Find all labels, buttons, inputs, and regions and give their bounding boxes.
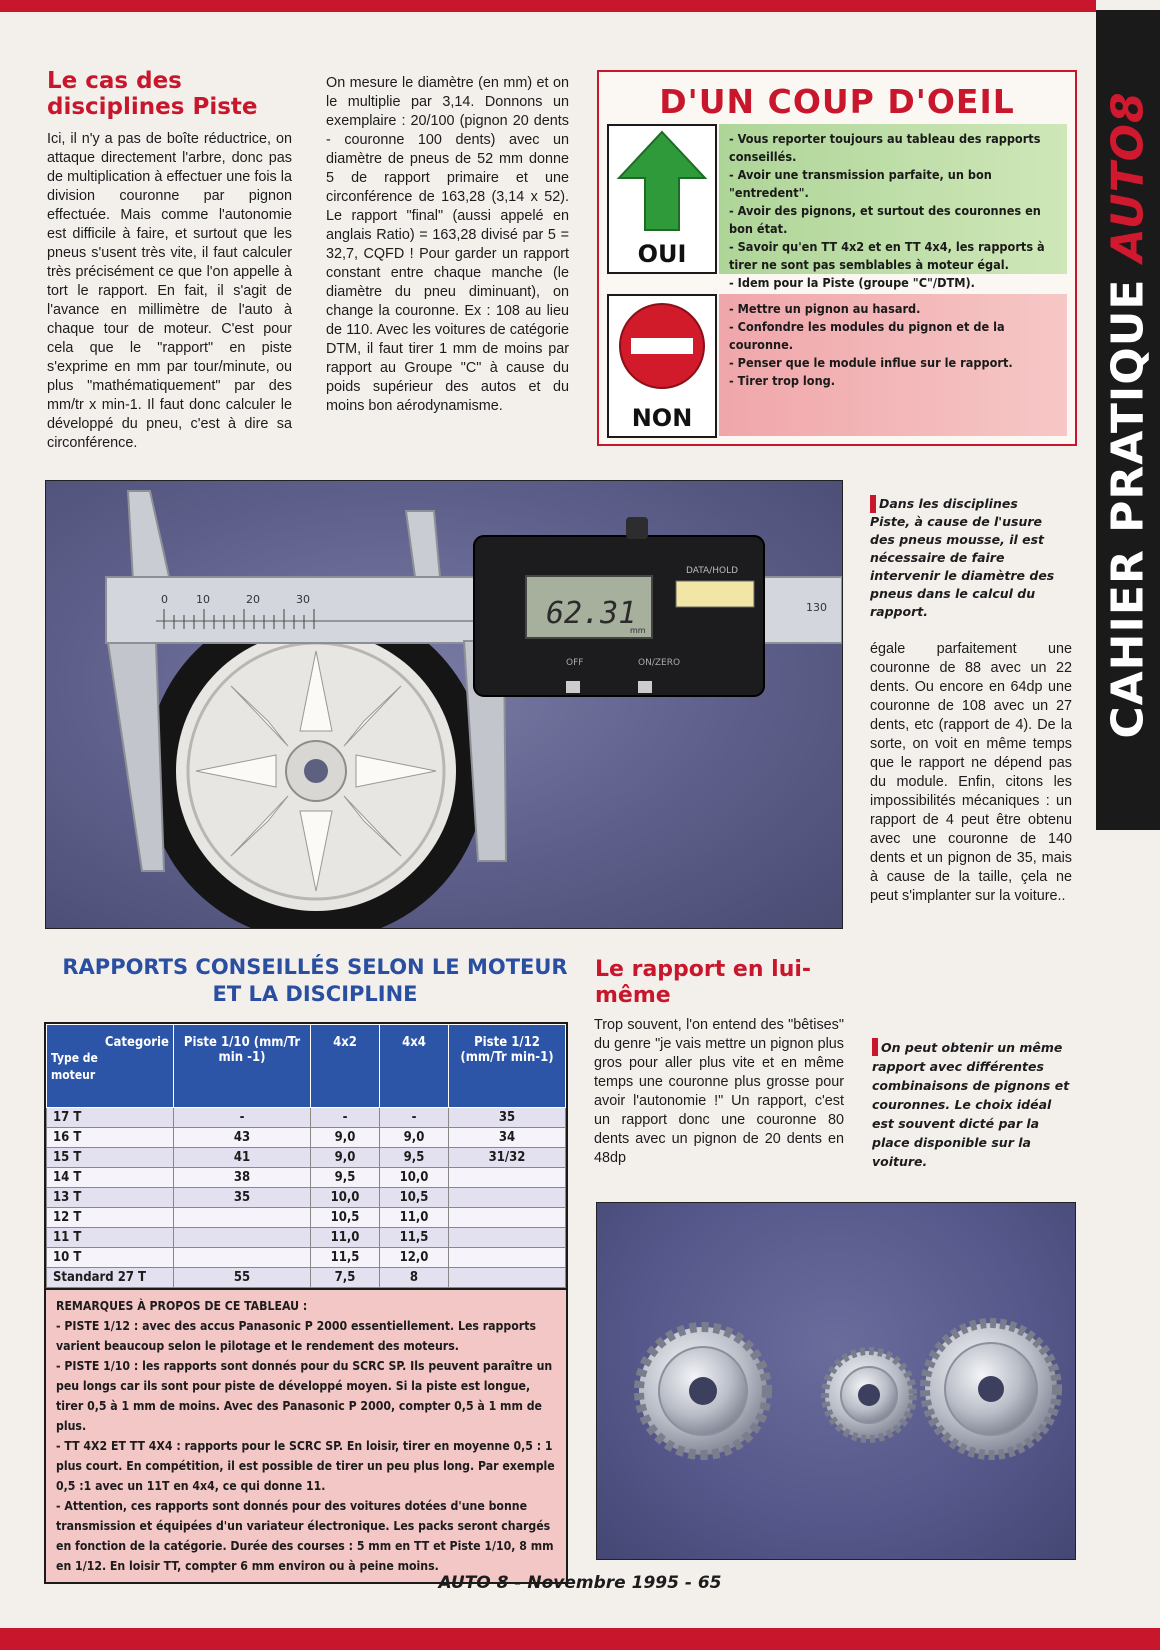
caption-marker — [872, 1038, 878, 1056]
table-row — [47, 1268, 566, 1288]
on-zero-label: ON/ZERO — [638, 658, 681, 668]
table-row — [47, 1128, 566, 1148]
top-color-bar — [0, 0, 1160, 12]
header-categorie-type — [47, 1025, 174, 1108]
cell — [174, 1228, 311, 1248]
page-footer: AUTO 8 - Novembre 1995 - 65 — [438, 1573, 722, 1593]
cell: 9,5 — [311, 1168, 380, 1188]
cell: - — [311, 1108, 380, 1128]
cell: 55 — [174, 1268, 311, 1288]
header-4x4: 4x4 — [380, 1025, 449, 1108]
remark-item: - PISTE 1/12 : avec des accus Panasonic P 2000 essentiellement. Les rapports varient beaucoup selon le pilotage et le rendement des moteurs. — [56, 1319, 536, 1353]
oui-panel — [607, 124, 717, 274]
scale-label: 0 — [161, 593, 168, 606]
cell: - — [380, 1108, 449, 1128]
sidebar-brand: AUTO8 — [1102, 91, 1154, 263]
cell: 9,0 — [311, 1128, 380, 1148]
table-row — [47, 1148, 566, 1168]
cell: 10,5 — [311, 1208, 380, 1228]
coup-doeil-box — [597, 70, 1077, 446]
header-type: Type de moteur — [51, 1051, 98, 1082]
cell: 10,5 — [380, 1188, 449, 1208]
list-item: - Confondre les modules du pignon et de la couronne. — [729, 319, 1005, 352]
table-row — [47, 1208, 566, 1228]
green-arrow-up-icon — [609, 126, 715, 236]
cell: 17 T — [47, 1108, 174, 1128]
remark-item: - PISTE 1/10 : les rapports sont donnés pour du SCRC SP. Ils peuvent paraître un peu longs car ils sont pour piste de développé moyen. Si la piste est longue, tirer 0,5 à 1 mm de moins. Avec des Panasonic P 2000, compter 0,5 à 1 mm de plus. — [56, 1359, 553, 1433]
cell — [449, 1248, 566, 1268]
cell: 31/32 — [449, 1148, 566, 1168]
table-remarks — [46, 1288, 566, 1582]
cell: 8 — [380, 1268, 449, 1288]
caliper-illustration — [46, 481, 842, 928]
cell: Standard 27 T — [47, 1268, 174, 1288]
cell: 7,5 — [311, 1268, 380, 1288]
bottom-color-bar — [0, 1628, 1160, 1650]
caption-marker — [870, 495, 876, 513]
off-label: OFF — [566, 658, 584, 668]
list-item: - Tirer trop long. — [729, 373, 836, 388]
photo-caption-2 — [872, 1038, 1072, 1171]
sidebar-section-title: CAHIER PRATIQUE — [1102, 278, 1154, 739]
list-item: - Idem pour la Piste (groupe "C"/DTM). — [729, 275, 975, 290]
cell: 9,5 — [380, 1148, 449, 1168]
article-column-1: Ici, il n'y a pas de boîte réductrice, on attaque directement l'arbre, donc pas de multiplication à effectuer une fois la division couronne par pignon effectuée. Mais comme l'autonomie est difficile à faire, et surtout que les pneus s'usent très vite, il faut calculer très précisément ce que l'on appelle à tort le rapport. En fait, il s'agit de l'avance en millimètre de l'auto à chaque tour de moteur. C'est pour cela que le "rapport" en piste s'exprime en mm par tour/minute, ou plus "mathématiquement" par des mm/tr x min-1. Il faut donc calculer le développé du pneu, c'est à dire sa circonférence. — [47, 131, 292, 451]
article-column-2: On mesure le diamètre (en mm) et on le multiplie par 3,14. Donnons un exemplaire : 20/100 (pignon 20 dents - couronne 100 dents) avec un diamètre de pneus de 52 mm donne 5 de rapport primaire et une circonférence de 163,28 (3,14 x 52). Le rapport "final" (aussi appelé en anglais Ratio) = 163,28 divisé par 5 = 32,7, CQFD ! Pour garder un rapport constant entre chaque manche (le diamètre du pneu diminuant), on change la couronne. Ex : 108 au lieu de 110. Avec les voitures de catégorie DTM, il faut tirer 1 mm de moins par rapport au Groupe "C" à cause du poids supérieur des autos et du moins bon aérodynamisme. — [326, 75, 569, 414]
no-entry-icon — [609, 296, 715, 396]
photo-caption-1 — [870, 495, 1060, 621]
cell: 10,0 — [311, 1188, 380, 1208]
list-item: - Avoir une transmission parfaite, un bon "entredent". — [729, 167, 992, 200]
table-row — [47, 1168, 566, 1188]
ratio-table — [44, 1022, 568, 1584]
cell — [449, 1208, 566, 1228]
cell: 16 T — [47, 1128, 174, 1148]
table-row — [47, 1228, 566, 1248]
list-item: - Savoir qu'en TT 4x2 et en TT 4x4, les rapports à tirer ne sont pas semblables à moteur égal. — [729, 239, 1045, 272]
sidebar-title — [1103, 91, 1154, 738]
list-item: - Vous reporter toujours au tableau des rapports conseillés. — [729, 131, 1041, 164]
cell: - — [174, 1108, 311, 1128]
gear-middle-icon — [825, 1351, 913, 1439]
cell: 10,0 — [380, 1168, 449, 1188]
scale-label: 30 — [296, 593, 310, 606]
cell: 35 — [449, 1108, 566, 1128]
cell: 12 T — [47, 1208, 174, 1228]
table-title: RAPPORTS CONSEILLÉS SELON LE MOTEUR ET LA DISCIPLINE — [62, 955, 568, 1006]
article-title-piste: Le cas des disciplines Piste — [47, 68, 258, 120]
gear-left-icon — [639, 1327, 767, 1455]
cell: 15 T — [47, 1148, 174, 1168]
remark-item: - TT 4X2 ET TT 4X4 : rapports pour le SCRC SP. En loisir, tirer en moyenne 0,5 : 1 plus court. En compétition, il est possible de tirer un peu plus long. Par exemple 0,5 :1 avec un 11T en 4x4, ce qui donne 11. — [56, 1439, 555, 1493]
cell: 10 T — [47, 1248, 174, 1268]
cell: 41 — [174, 1148, 311, 1168]
oui-list — [719, 124, 1067, 290]
cell: 11,0 — [311, 1228, 380, 1248]
caption-text: Dans les disciplines Piste, à cause de l'usure des pneus mousse, il est nécessaire de faire intervenir le diamètre des pneus dans le calcul du rapport. — [870, 496, 1055, 619]
gear-right-icon — [925, 1323, 1057, 1455]
scale-label: 20 — [246, 593, 260, 606]
remark-item: - Attention, ces rapports sont donnés pour des voitures dotées d'une bonne transmission et équipées d'un variateur électronique. Les packs seront chargés en fonction de la catégorie. Durée des courses : 5 mm en TT et Piste 1/10, 8 mm en 1/12. En loisir TT, compter 6 mm environ ou à peine moins. — [56, 1499, 554, 1573]
cell: 34 — [449, 1128, 566, 1148]
remarks-title: REMARQUES À PROPOS DE CE TABLEAU : — [56, 1299, 308, 1313]
coup-doeil-title: D'UN COUP D'OEIL — [659, 82, 1015, 121]
cell: 9,0 — [311, 1148, 380, 1168]
table-row — [47, 1188, 566, 1208]
section-sidebar — [1096, 0, 1160, 1628]
header-piste-12: Piste 1/12 (mm/Tr min-1) — [449, 1025, 566, 1108]
cell: 38 — [174, 1168, 311, 1188]
cell: 9,0 — [380, 1128, 449, 1148]
gears-illustration — [597, 1203, 1075, 1559]
caption-text: On peut obtenir un même rapport avec différentes combinaisons de pignons et couronnes. Le choix idéal est souvent dicté par la place disponible sur la voiture. — [872, 1040, 1070, 1169]
article-column-3: égale parfaitement une couronne de 88 avec un 22 dents. Ou encore en 64dp une couronne de 108 avec un 27 dents, etc (rapport de 4). De la sorte, on voit en même temps que le rapport ne dépend pas du module. Enfin, citons les impossibilités mécaniques : un rapport de 4 peut être obtenu avec une couronne de 140 dents et un pignon de 35, mais à cause de la taille, çela ne peut s'implanter sur la voiture.. — [870, 641, 1072, 904]
oui-label: OUI — [637, 240, 687, 268]
cell — [449, 1188, 566, 1208]
header-categorie: Categorie — [104, 1035, 169, 1050]
table-row — [47, 1248, 566, 1268]
cell — [449, 1168, 566, 1188]
list-item: - Penser que le module influe sur le rapport. — [729, 355, 1013, 370]
list-item: - Avoir des pignons, et surtout des couronnes en bon état. — [729, 203, 1041, 236]
list-item: - Mettre un pignon au hasard. — [729, 301, 921, 316]
cell: 13 T — [47, 1188, 174, 1208]
scale-label: 130 — [806, 601, 827, 614]
cell: 11,5 — [311, 1248, 380, 1268]
gears-photo — [596, 1202, 1076, 1560]
cell: 35 — [174, 1188, 311, 1208]
lcd-unit: mm — [630, 626, 646, 635]
cell — [449, 1228, 566, 1248]
cell — [174, 1248, 311, 1268]
cell: 14 T — [47, 1168, 174, 1188]
lcd-reading: 62.31 — [546, 596, 637, 631]
non-panel — [607, 294, 717, 438]
non-list — [719, 294, 1067, 436]
header-piste-10: Piste 1/10 (mm/Tr min -1) — [174, 1025, 311, 1108]
data-hold-label: DATA/HOLD — [686, 566, 739, 576]
cell: 43 — [174, 1128, 311, 1148]
cell: 11,0 — [380, 1208, 449, 1228]
caliper-photo — [45, 480, 843, 929]
cell: 12,0 — [380, 1248, 449, 1268]
scale-label: 10 — [196, 593, 210, 606]
article-title-rapport: Le rapport en lui-même — [595, 957, 812, 1008]
header-4x2: 4x2 — [311, 1025, 380, 1108]
non-label: NON — [631, 404, 693, 432]
table-header-row — [47, 1025, 566, 1108]
article-column-4: Trop souvent, l'on entend des "bêtises" du genre "je vais mettre un pignon plus gros pour aller plus vite et en même temps une couronne plus grosse pour avoir l'autonomie !" Un rapport, c'est un rapport donc une couronne 80 dents avec un pignon de 20 dents en 48dp — [594, 1017, 844, 1166]
table-row — [47, 1108, 566, 1128]
cell: 11 T — [47, 1228, 174, 1248]
cell — [449, 1268, 566, 1288]
cell — [174, 1208, 311, 1228]
cell: 11,5 — [380, 1228, 449, 1248]
